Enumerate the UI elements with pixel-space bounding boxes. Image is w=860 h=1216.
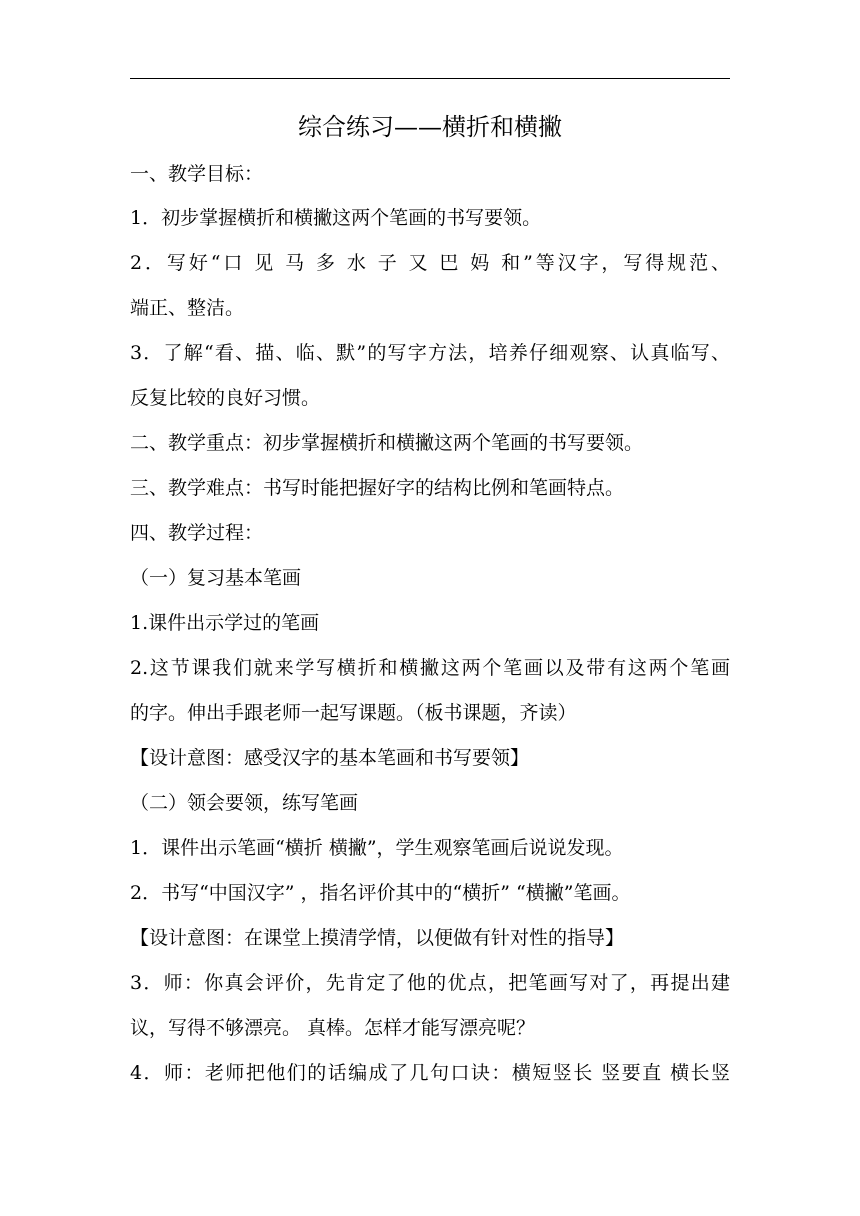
review-step-2-line-1: 2.这节课我们就来学写横折和横撇这两个笔画以及带有这两个笔画 bbox=[130, 657, 730, 679]
practice-step-1: 1．课件出示笔画“横折 横撇”，学生观察笔画后说说发现。 bbox=[130, 837, 624, 859]
subsection-review: （一）复习基本笔画 bbox=[130, 567, 302, 589]
objective-3-line-1: 3．了解“看、描、临、默”的写字方法，培养仔细观察、认真临写、 bbox=[130, 342, 730, 364]
review-step-1: 1.课件出示学过的笔画 bbox=[130, 612, 320, 634]
subsection-practice: （二）领会要领，练写笔画 bbox=[130, 792, 359, 814]
practice-step-4-line-1: 4．师：老师把他们的话编成了几句口诀：横短竖长 竖要直 横长竖 bbox=[130, 1062, 730, 1084]
review-step-2-line-2: 的字。伸出手跟老师一起写课题。（板书课题，齐读） bbox=[130, 702, 577, 724]
design-intent-2: 【设计意图：在课堂上摸清学情，以便做有针对性的指导】 bbox=[130, 927, 625, 949]
objective-2-line-2: 端正、整洁。 bbox=[130, 297, 245, 319]
objective-2-line-1: 2．写好“口 见 马 多 水 子 又 巴 妈 和”等汉字，写得规范、 bbox=[130, 252, 730, 274]
practice-step-3-line-1: 3．师：你真会评价，先肯定了他的优点，把笔画写对了，再提出建 bbox=[130, 972, 730, 994]
document-title: 综合练习——横折和横撇 bbox=[298, 113, 562, 141]
practice-step-2: 2．书写“中国汉字” ，指名评价其中的“横折” “横撇”笔画。 bbox=[130, 882, 631, 904]
design-intent-1: 【设计意图：感受汉字的基本笔画和书写要领】 bbox=[130, 747, 530, 769]
practice-step-3-line-2: 议，写得不够漂亮。 真棒。怎样才能写漂亮呢？ bbox=[130, 1017, 536, 1039]
section-heading-difficulties: 三、教学难点：书写时能把握好字的结构比例和笔画特点。 bbox=[130, 477, 625, 499]
header-rule bbox=[130, 78, 730, 79]
section-heading-process: 四、教学过程： bbox=[130, 522, 264, 544]
section-heading-objectives: 一、教学目标： bbox=[130, 163, 264, 185]
objective-1: 1．初步掌握横折和横撇这两个笔画的书写要领。 bbox=[130, 207, 542, 229]
objective-3-line-2: 反复比较的良好习惯。 bbox=[130, 387, 321, 409]
section-heading-key-points: 二、教学重点：初步掌握横折和横撇这两个笔画的书写要领。 bbox=[130, 432, 644, 454]
